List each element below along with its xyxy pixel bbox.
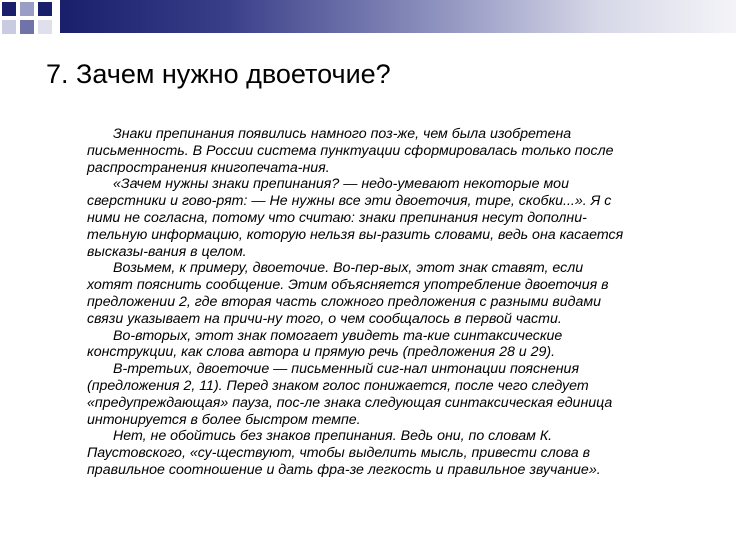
deco-square-1 [2, 2, 16, 16]
paragraph-line: тельную информацию, которую нельзя вы-разить словами, ведь она касается [87, 226, 624, 243]
paragraph-6 [61, 428, 691, 478]
deco-square-5 [20, 20, 34, 34]
slide-title: 7. Зачем нужно двоеточие? [46, 59, 391, 89]
paragraph-line: связи указывает на причи-ну того, о чем сообщалось в первой части. [87, 310, 562, 327]
deco-square-6 [38, 20, 52, 34]
header-gradient-strip [60, 0, 736, 33]
paragraph-line: письменность. В России система пунктуации сформировалась только после [87, 142, 614, 159]
paragraph-line: «Зачем нужны знаки препинания? — недо-умевают некоторые мои [113, 176, 569, 193]
paragraph-line: Возьмем, к примеру, двоеточие. Во-пер-вых, этот знак ставят, если [113, 260, 584, 277]
paragraph-line: распространения книгопечата-ния. [87, 159, 330, 176]
slide-body [61, 126, 691, 479]
deco-square-3 [38, 2, 52, 16]
paragraph-line: правильное соотношение и дать фра-зе легкость и правильное звучание». [87, 461, 601, 478]
paragraph-line: Нет, не обойтись без знаков препинания. Ведь они, по словам К. [113, 428, 553, 445]
paragraph-2 [61, 176, 691, 260]
paragraph-line: интонируется в более быстром темпе. [87, 411, 361, 428]
paragraph-line: Знаки препинания появились намного поз-же, чем была изобретена [113, 126, 572, 142]
paragraph-1 [61, 126, 691, 176]
paragraph-4 [61, 328, 691, 362]
deco-square-4 [2, 20, 16, 34]
paragraph-line: предложении 2, где вторая часть сложного предложения с разными видами [87, 293, 602, 310]
paragraph-line: Паустовского, «су-ществуют, чтобы выделить мысль, привести слова в [87, 445, 590, 462]
paragraph-line: В-третьих, двоеточие — письменный сиг-нал интонации пояснения [113, 361, 580, 378]
paragraph-line: сверстники и гово-рят: — Не нужны все эти двоеточия, тире, скобки...». Я с [87, 193, 612, 210]
paragraph-line: конструкции, как слова автора и прямую речь (предложения 28 и 29). [87, 344, 556, 361]
paragraph-line: (предложения 2, 11). Перед знаком голос понижается, после чего следует [87, 377, 589, 394]
header-decoration [0, 0, 736, 40]
paragraph-3 [61, 260, 691, 327]
paragraph-5 [61, 361, 691, 428]
paragraph-line: хотят пояснить сообщение. Этим объясняется употребление двоеточия в [87, 277, 609, 294]
paragraph-line: ними не согласна, потому что считаю: знаки препинания несут дополни- [87, 209, 587, 226]
deco-square-2 [20, 2, 34, 16]
paragraph-line: высказы-вания в целом. [87, 243, 247, 260]
paragraph-line: «предупреждающая» пауза, пос-ле знака следующая синтаксическая единица [87, 394, 613, 411]
paragraph-line: Во-вторых, этот знак помогает увидеть та-кие синтаксические [113, 327, 563, 344]
